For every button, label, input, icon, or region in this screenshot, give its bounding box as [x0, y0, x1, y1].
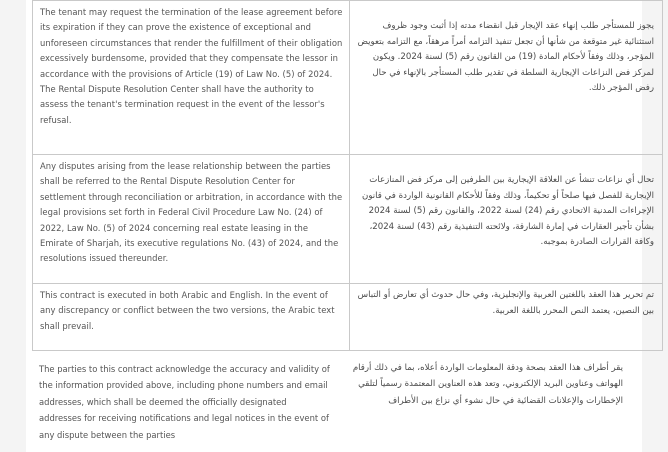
- clause-arabic-text: تحال أي نزاعات تنشأ عن العلاقة الإيجارية بين الطرفين إلى مركز فض المنازعات الإيجارية للفصل فيها صلحاً أو تحكيماً، وذلك وفقاً للأحكام القانونية الواردة في قانون الإجراءات المدنية الاتحادي رقم (24) لسنة 2022، والقانون رقم (5) لسنة 2024 بشأن تأجير العقارات في إمارة الشارقة، ولائحته التنفيذية رقم (43) لسنة 2024، وكافة القرارات الصادرة بموجبه.: [362, 175, 654, 248]
- clause-arabic-text: تم تحرير هذا العقد باللغتين العربية والإنجليزية، وفي حال حدوث أي تعارض أو التباس بين النصين، يعتمد النص المحرر باللغة العربية.: [357, 290, 654, 316]
- table-row: [33, 155, 663, 284]
- clause-english-text: Any disputes arising from the lease relationship between the parties shall be referred to the Rental Dispute Resolution Center for settlement through reconciliation or arbitration, in accordance with the legal provisions set forth in Federal Civil Procedure Law No. (24) of 2022, Law No. (5) of 2024 concerning real estate leasing in the Emirate of Sharjah, its executive regulations No. (43) of 2024, and the resolutions issued thereunder.: [33, 155, 350, 284]
- table-row: [33, 1, 663, 155]
- clause-english-text: This contract is executed in both Arabic and English. In the event of any discrepancy or conflict between the two versions, the Arabic text shall prevail.: [33, 284, 350, 351]
- acknowledgement-section: [32, 352, 633, 452]
- table-row: [33, 284, 663, 351]
- clause-arabic-cell: [350, 155, 663, 284]
- clauses-table: [32, 0, 663, 351]
- clause-english-text: The tenant may request the termination of the lease agreement before its expiration if they can prove the existence of exceptional and unforeseen circumstances that render the fulfillment of their obligation excessively burdensome, provided that they compensate the lessor in accordance with the provisions of Article (19) of Law No. (5) of 2024. The Rental Dispute Resolution Center shall have the authority to assess the tenant's termination request in the event of the lessor's refusal.: [33, 1, 350, 155]
- clause-arabic-text: يجوز للمستأجر طلب إنهاء عقد الإيجار قبل انقضاء مدته إذا أثبت وجود ظروف استثنائية غير متوقعة من شأنها أن تجعل تنفيذ التزامه أمراً مرهقاً، مع التزامه بتعويض المؤجر، وذلك وفقاً لأحكام المادة (19) من القانون رقم (5) لسنة 2024. ويكون لمركز فض النزاعات الإيجارية السلطة في تقدير طلب المستأجر بالإنهاء في حال رفض المؤجر ذلك.: [357, 21, 654, 94]
- clause-arabic-cell: [350, 284, 663, 351]
- acknowledgement-english-text: The parties to this contract acknowledge the accuracy and validity of the information provided above, including phone numbers and email addresses, which shall be deemed the officially designated addresses for receiving notifications and legal notices in the event of any dispute between the parties: [39, 364, 330, 440]
- acknowledgement-arabic-text: يقر أطراف هذا العقد بصحة ودقة المعلومات الواردة أعلاه، بما في ذلك أرقام الهواتف وعناوين البريد الإلكتروني، وتعد هذه العناوين المعتمدة رسمياً لتلقي الإخطارات والإعلانات القضائية في حال نشوء أي نزاع بين الأطراف: [352, 363, 623, 406]
- clause-arabic-cell: [350, 1, 663, 155]
